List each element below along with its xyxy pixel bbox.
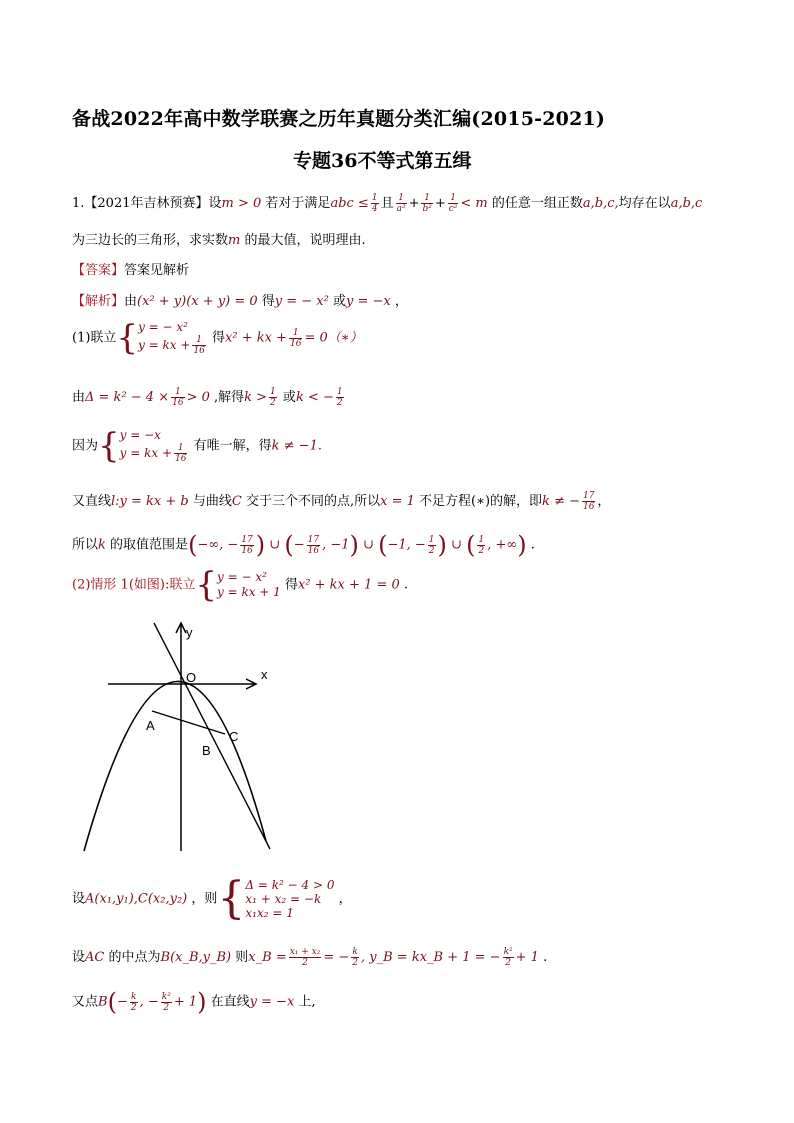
parabola-curve [84, 681, 266, 851]
analysis-line-9: 设AC 的中点为B(x_B,y_B) 则x_B = $\frac{\text{x₁ + x₂}}{2}$ = − $\frac{k}{2}$ , y_B = kx_B + 1 = − $\frac{\text{k²}}{2}$ + 1 . [72, 947, 548, 968]
analysis-line-5: 又直线l:y = kx + b 与曲线C 交于三个不同的点,所以x = 1 不足方程(∗)的解，即k ≠ − $\frac{17}{16}$ ， [72, 491, 611, 512]
point-a-label: A [146, 718, 155, 733]
document-title: 备战2022年高中数学联赛之历年真题分类汇编(2015-2021) [72, 108, 606, 130]
chord-ac [152, 711, 225, 734]
problem-line-1: 1.【2021年吉林预赛】设m > 0 若对于满足abc ≤ $\frac{1}{4}$ 且 $\frac{1}{\text{a²}}$ + $\frac{1}{\text{b²}}$ + $\frac{1}{\text{c²}}$ < m 的任意一组正数a,b,c,均存在以a,b,c [72, 193, 703, 214]
point-b-label: B [202, 743, 211, 758]
analysis-line-7: (2)情形 1(如图):联立{ y = − x² y = kx + 1 得x² + kx + 1 = 0 . [72, 565, 409, 605]
document-subtitle: 专题36不等式第五缉 [293, 150, 472, 172]
analysis-line-6: 所以k 的取值范围是(−∞, − $\frac{17}{16}$ ) ∪ (− $\frac{17}{16}$ , −1) ∪ (−1, − $\frac{1}{2}$ ) ∪ ( $\frac{1}{2}$ , +∞) . [72, 531, 535, 559]
parabola-figure [78, 617, 288, 857]
analysis-line-2: (1)联立{ y = − x² y = kx + $\frac{1}{16}$ 得x² + kx + $\frac{1}{16}$ = 0（∗） [72, 318, 363, 358]
y-axis-label: y [186, 625, 193, 640]
x-axis-label: x [261, 667, 268, 682]
problem-line-2: 为三边长的三角形，求实数m 的最大值，说明理由. [72, 233, 366, 248]
analysis-line-8: 设A(x₁,y₁),C(x₂,y₂) ，则{ Δ = k² − 4 > 0 x₁ + x₂ = −k x₁x₂ = 1 ， [72, 873, 352, 924]
analysis-line-3: 由Δ = k² − 4 × $\frac{1}{16}$ > 0 ,解得k > $\frac{1}{2}$ 或k < − $\frac{1}{2}$ [72, 387, 343, 408]
analysis-line-10: 又点B(− $\frac{k}{2}$ , − $\frac{\text{k²}}{2}$ + 1) 在直线y = −x 上, [72, 988, 316, 1016]
answer-line: 【答案】答案见解析 [72, 263, 190, 278]
analysis-line-4: 因为{ y = −x y = kx + $\frac{1}{16}$ 有唯一解，得k ≠ −1. [72, 426, 322, 466]
analysis-line-1: 【解析】由(x² + y)(x + y) = 0 得y = − x² 或y = −x ， [72, 294, 408, 309]
line-y-eq-minus-x [154, 623, 270, 849]
point-c-label: C [229, 729, 239, 744]
origin-label: O [186, 670, 197, 685]
